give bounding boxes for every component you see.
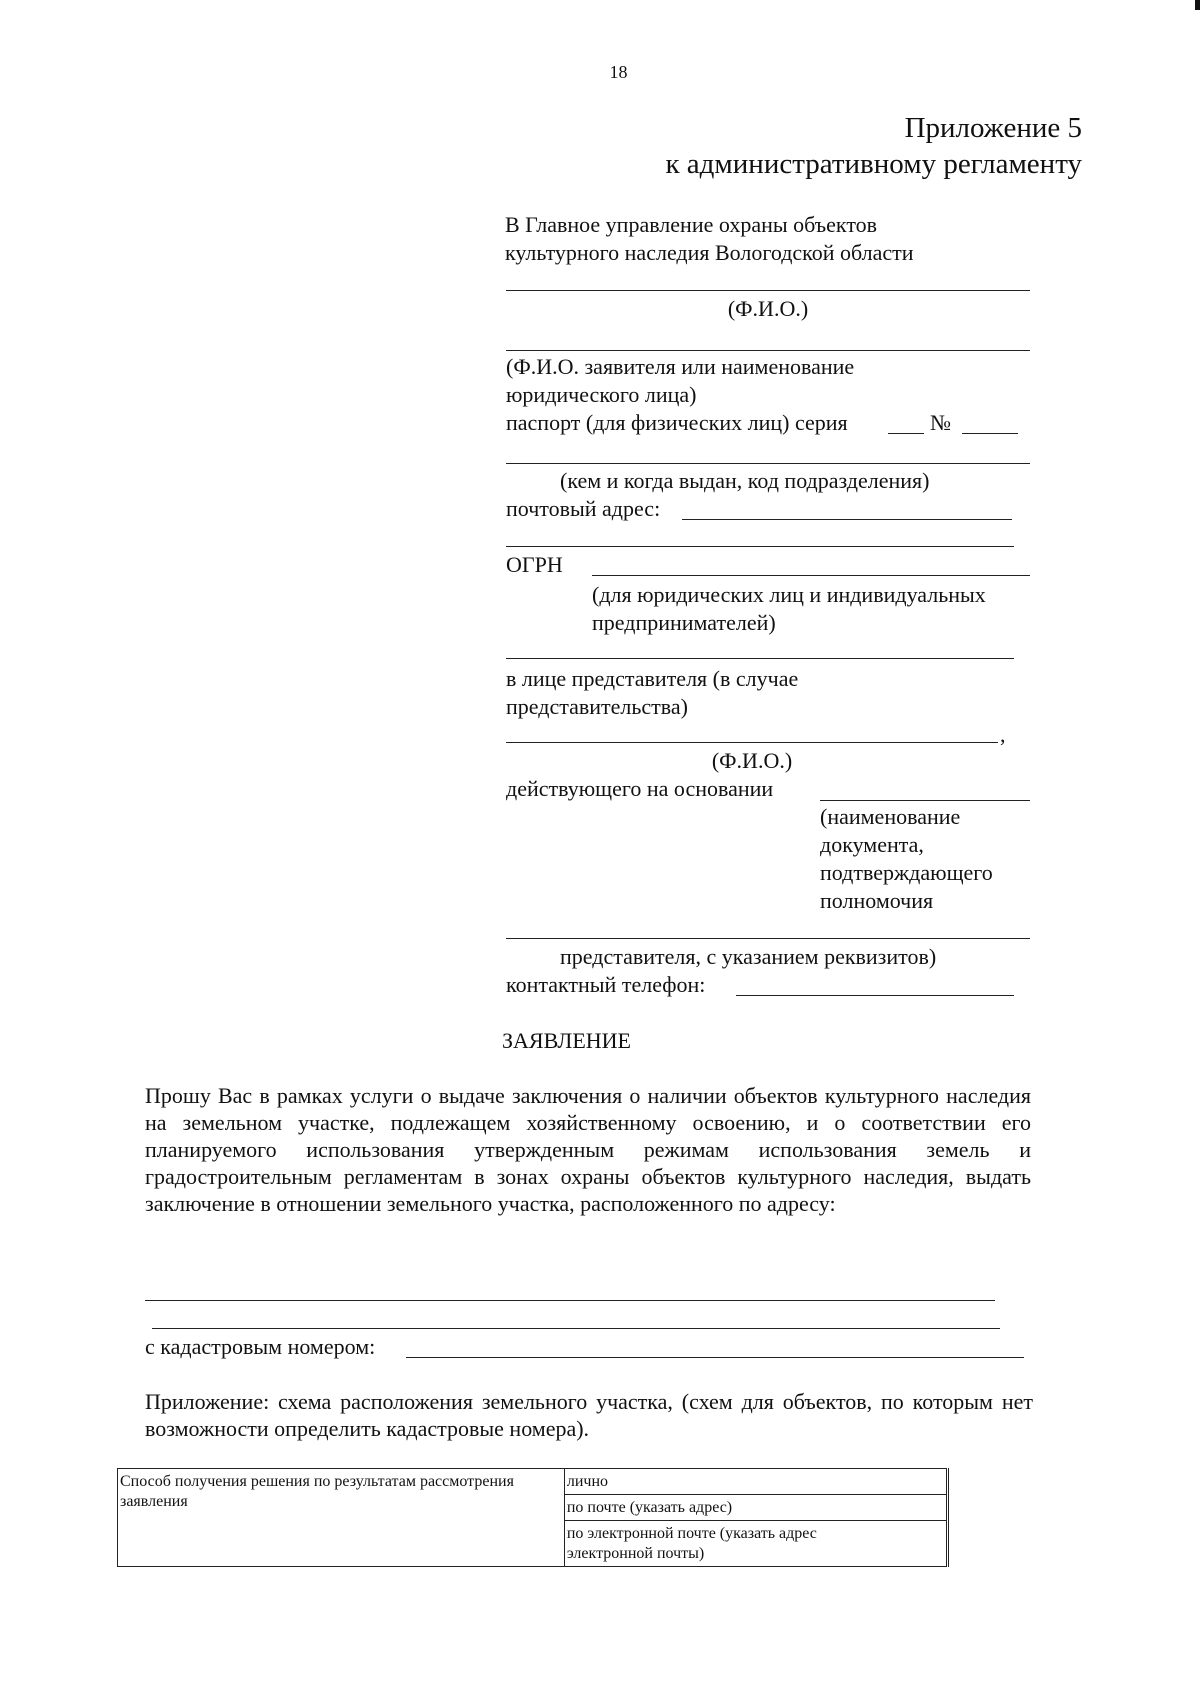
fio-field-line[interactable]: [506, 290, 1030, 291]
ogrn-caption-1: (для юридических лиц и индивидуальных: [592, 582, 986, 607]
document-caption-2: документа,: [820, 832, 924, 857]
representative-label-1: в лице представителя (в случае: [506, 666, 799, 691]
applicant-caption-2: юридического лица): [506, 382, 697, 407]
representative-fio-caption: (Ф.И.О.): [711, 748, 793, 773]
phone-field-line[interactable]: [736, 995, 1014, 996]
phone-label: контактный телефон:: [506, 972, 706, 997]
ogrn-caption-2: предпринимателей): [592, 610, 776, 635]
fio-caption: (Ф.И.О.): [727, 296, 809, 321]
applicant-caption-1: (Ф.И.О. заявителя или наименование: [506, 354, 855, 379]
passport-series-line[interactable]: [888, 433, 924, 434]
statement-body: Прошу Вас в рамках услуги о выдаче заключения о наличии объектов культурного наследия на земельном участке, подлежащем хозяйственному освоению, и о соответствии его планируемого использования утвержденным режимам использования земель и градостроительным регламентам в зонах охраны объектов культурного наследия, выдать заключение в отношении земельного участка, расположенного по адресу:: [145, 1083, 1031, 1216]
number-sign: №: [930, 410, 951, 435]
basis-document-line[interactable]: [820, 800, 1030, 801]
page-number: 18: [609, 62, 628, 82]
option-by-email[interactable]: по электронной почте (указать адрес электронной почты): [564, 1521, 947, 1567]
ogrn-field-line[interactable]: [592, 575, 1030, 576]
rep-details-caption: представителя, с указанием реквизитов): [560, 944, 937, 969]
passport-number-line[interactable]: [962, 433, 1018, 434]
option-by-mail[interactable]: по почте (указать адрес): [564, 1495, 947, 1521]
delivery-method-table: [117, 1468, 949, 1567]
cadastral-number-line[interactable]: [406, 1357, 1024, 1358]
passport-issued-line[interactable]: [506, 463, 1030, 464]
cadastral-label: с кадастровым номером:: [145, 1334, 376, 1359]
basis-label: действующего на основании: [506, 776, 774, 801]
issued-caption: (кем и когда выдан, код подразделения): [560, 468, 930, 493]
representative-label-2: представительства): [506, 694, 688, 719]
recipient-line-1: В Главное управление охраны объектов: [505, 212, 878, 237]
representative-fio-line[interactable]: [506, 742, 998, 743]
postal-address-label: почтовый адрес:: [506, 496, 661, 521]
applicant-field-line[interactable]: [506, 350, 1030, 351]
scan-corner-mark: [1195, 0, 1200, 10]
postal-address-line-2[interactable]: [506, 546, 1014, 547]
extra-field-line[interactable]: [506, 658, 1014, 659]
rep-details-line[interactable]: [506, 938, 1030, 939]
document-caption-3: подтверждающего: [820, 860, 993, 885]
statement-heading: ЗАЯВЛЕНИЕ: [502, 1028, 631, 1053]
recipient-line-2: культурного наследия Вологодской области: [505, 240, 914, 265]
postal-address-line[interactable]: [682, 519, 1012, 520]
comma: ,: [1000, 722, 1006, 747]
appendix-title: Приложение 5: [904, 112, 1082, 144]
address-line-2[interactable]: [152, 1328, 1000, 1329]
document-caption-4: полномочия: [820, 888, 934, 913]
delivery-method-label: Способ получения решения по результатам рассмотрения заявления: [118, 1469, 565, 1567]
option-in-person[interactable]: лично: [564, 1469, 947, 1495]
document-caption-1: (наименование: [820, 804, 961, 829]
address-line-1[interactable]: [145, 1300, 995, 1301]
ogrn-label: ОГРН: [506, 552, 563, 577]
appendix-subtitle: к административному регламенту: [665, 148, 1082, 180]
passport-label: паспорт (для физических лиц) серия: [506, 410, 848, 435]
attachment-text: Приложение: схема расположения земельного участка, (схем для объектов, по которым нет возможности определить кадастровые номера).: [145, 1389, 1033, 1441]
